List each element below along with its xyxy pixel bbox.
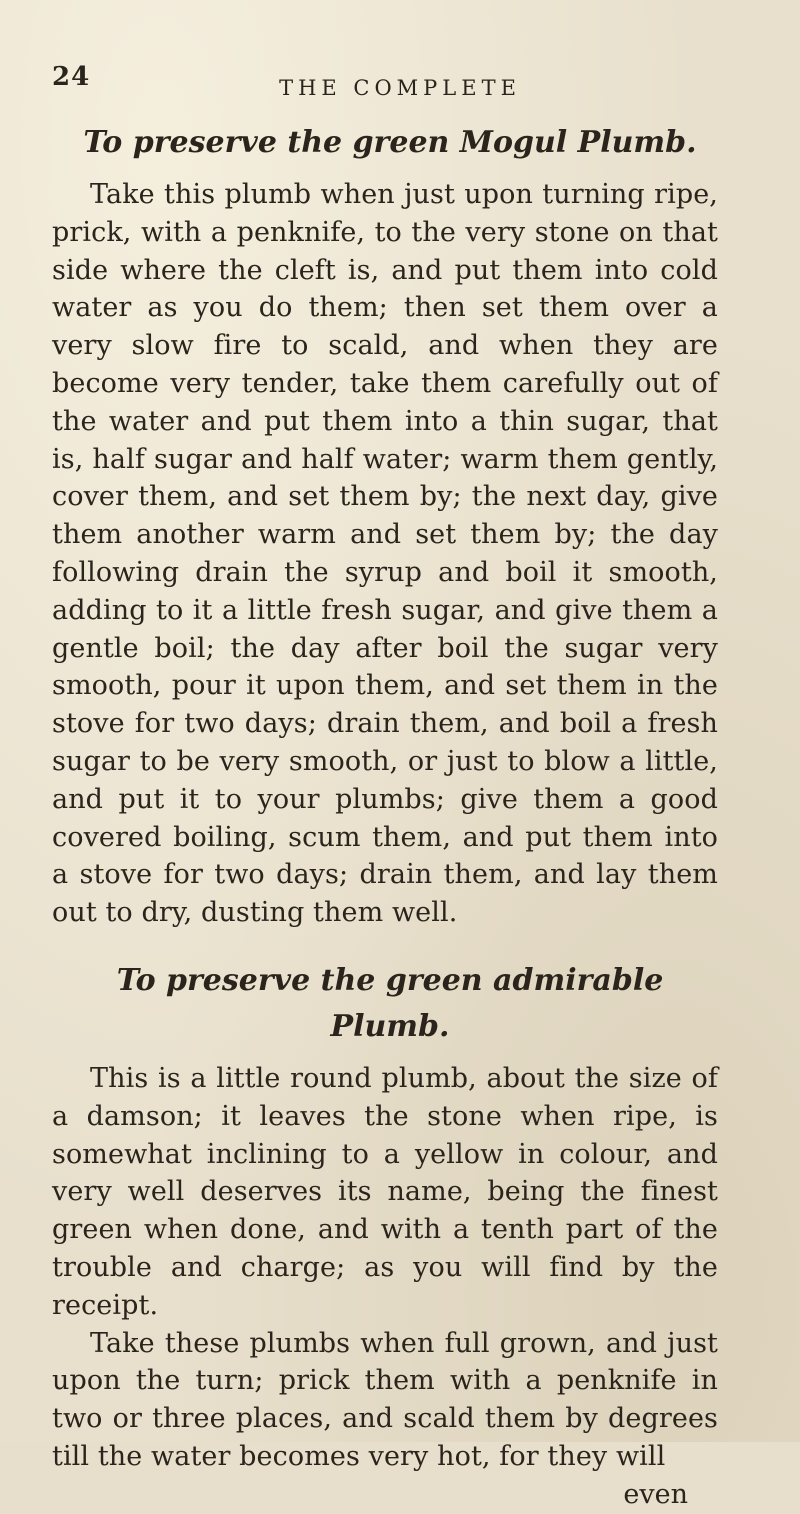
section-title: To preserve the green Mogul Plumb. [83,125,697,160]
paragraph: Take this plumb when just upon turning ripe, prick, with a penknife, to the very stone on that side where the cleft is, and put them into cold water as you do them; then set them over a very slow fire to scald, and when they are become very tender, take them carefully out of the water and put them into a thin sugar, that is, half sugar and half water; warm them gently, cover them, and set them by; the next day, give them another warm and set them by; the day following drain the syrup and boil it smooth, adding to it a little fresh sugar, and give them a gentle boil; the day after boil the sugar very smooth, pour it upon them, and set them in the stove for two days; drain them, and boil a fresh sugar to be very smooth, or just to blow a little, and put it to your plumbs; give them a good covered boiling, scum them, and put them into a stove for two days; drain them, and lay them out to dry, dusting them well. [52,179,718,929]
paragraph: This is a little round plumb, about the size of a damson; it leaves the stone when ripe, is somewhat inclining to a yellow in colour, and very well deserves its name, being the finest green when done, and with a tenth part of the trouble and charge; as you will find by the receipt. [52,1062,718,1321]
recipe-section-admirable-plumb [52,958,718,1476]
section-title: To preserve the green admirable Plumb. [116,962,664,1044]
page-number: 24 [52,62,91,92]
section-gap [52,932,718,958]
paragraph: Take these plumbs when full grown, and just upon the turn; prick them with a penknife in two or three places, and scald them by degrees till the water becomes very hot, for they will [52,1327,718,1472]
recipe-section-mogul-plumb [52,120,718,932]
running-head [52,60,718,100]
catchword: even [623,1478,688,1510]
running-title: THE COMPLETE [279,76,521,100]
